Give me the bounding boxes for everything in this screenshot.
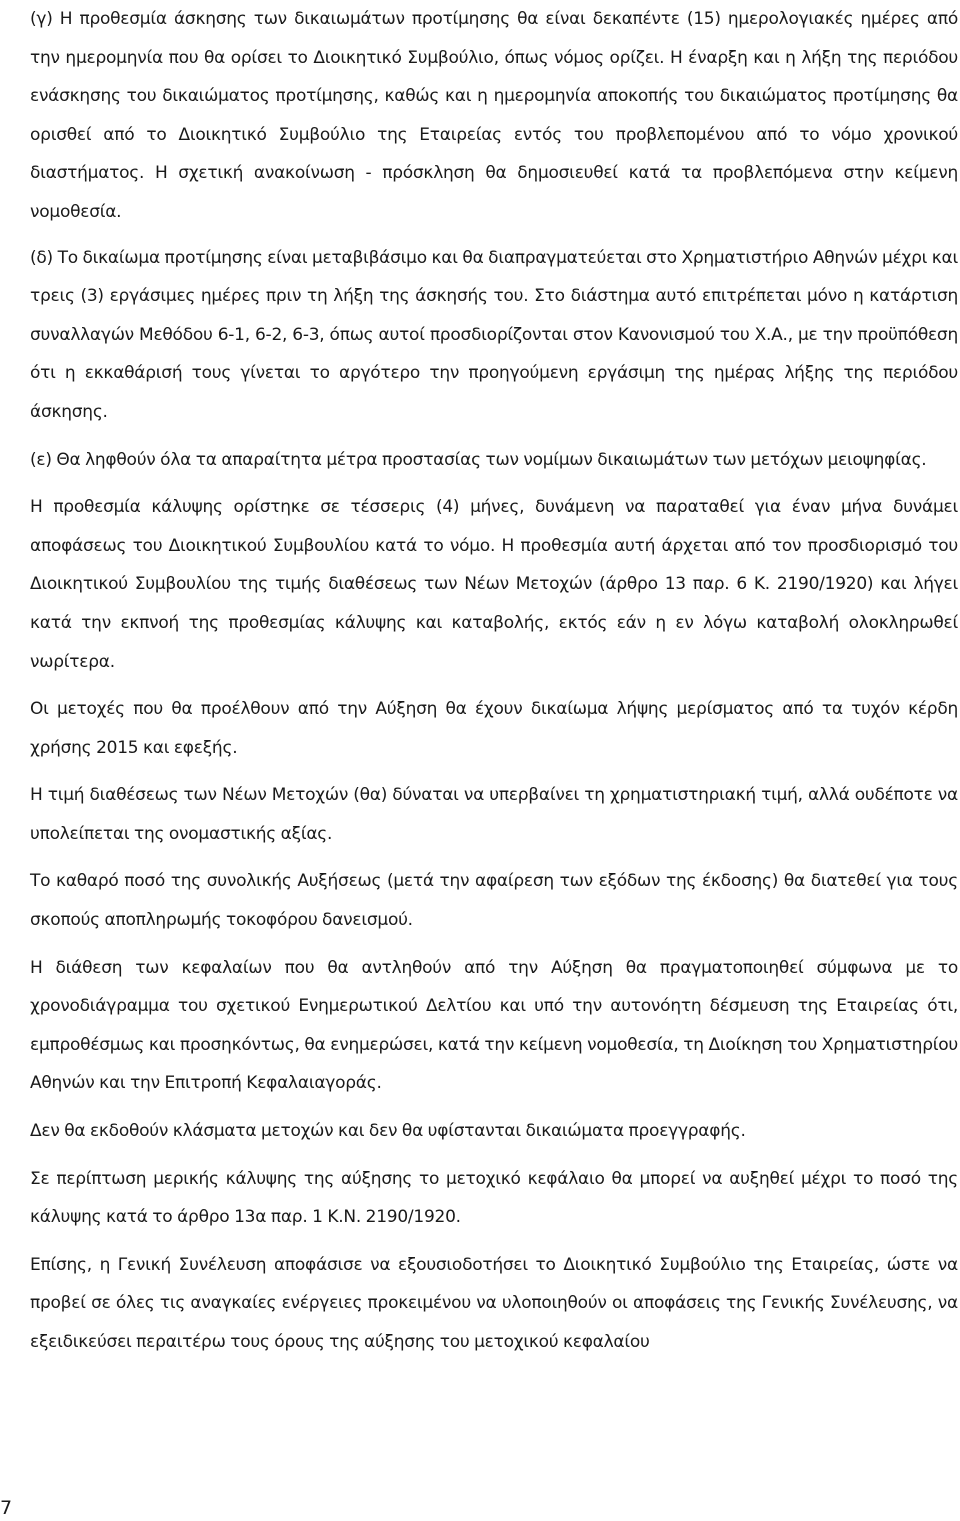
paragraph-partial-coverage: Σε περίπτωση μερικής κάλυψης της αύξησης το μετοχικό κεφάλαιο θα μπορεί να αυξηθεί μέχρι το ποσό της κάλυψης κατά το άρθρο 13α παρ. 1 Κ.Ν. 2190/1920. [30, 1168, 958, 1228]
paragraph-net-proceeds: Το καθαρό ποσό της συνολικής Αυξήσεως (μετά την αφαίρεση των εξόδων της έκδοσης) θα διατεθεί για τους σκοπούς αποπληρωμής τοκοφόρου δανεισμού. [30, 871, 958, 931]
paragraph-gamma-exercise-period: (γ) Η προθεσμία άσκησης των δικαιωμάτων προτίμησης θα είναι δεκαπέντε (15) ημερολογιακές ημέρες από την ημερομηνία που θα ορίσει το Διοικητικό Συμβούλιο, όπως νόμος ορίζει. Η έναρξη και η λήξη της περιόδου ενάσκησης του δικαιώματος προτίμησης, καθώς και η ημερομηνία αποκοπής του δικαιώματος προτίμησης θα ορισθεί από το Διοικητικό Συμβούλιο της Εταιρείας εντός του προβλεπομένου από το νόμο χρονικού διαστήματος. Η σχετική ανακοίνωση - πρόσκληση θα δημοσιευθεί κατά τα προβλεπόμενα στην κείμενη νομοθεσία. [30, 9, 958, 222]
paragraph-coverage-deadline: Η προθεσμία κάλυψης ορίστηκε σε τέσσερις (4) μήνες, δυνάμενη να παραταθεί για έναν μήνα δυνάμει αποφάσεως του Διοικητικού Συμβουλίου κατά το νόμο. Η προθεσμία αυτή άρχεται από τον προσδιορισμό του Διοικητικού Συμβουλίου της τιμής διαθέσεως των Νέων Μετοχών (άρθρο 13 παρ. 6 Κ. 2190/1920) και λήγει κατά την εκπνοή της προθεσμίας κάλυψης και καταβολής, εκτός εάν η εν λόγω καταβολή ολοκληρωθεί νωρίτερα. [30, 497, 958, 672]
paragraph-epsilon-minority-protection: (ε) Θα ληφθούν όλα τα απαραίτητα μέτρα προστασίας των νομίμων δικαιωμάτων των μετόχων μειοψηφίας. [30, 449, 927, 470]
document-page [30, 0, 958, 1362]
paragraph-no-fractions: Δεν θα εκδοθούν κλάσματα μετοχών και δεν θα υφίστανται δικαιώματα προεγγραφής. [30, 1121, 746, 1142]
paragraph-offer-price: Η τιμή διαθέσεως των Νέων Μετοχών (θα) δύναται να υπερβαίνει τη χρηματιστηριακή τιμή, αλλά ουδέποτε να υπολείπεται της ονομαστικής αξίας. [30, 785, 958, 844]
paragraph-board-authorization: Επίσης, η Γενική Συνέλευση αποφάσισε να εξουσιοδοτήσει το Διοικητικό Συμβούλιο της Εταιρείας, ώστε να προβεί σε όλες τις αναγκαίες ενέργειες προκειμένου να υλοποιηθούν οι αποφάσεις της Γενικής Συνέλευσης, να εξειδικεύσει περαιτέρω τους όρους της αύξησης του μετοχικού κεφαλαίου [30, 1254, 958, 1352]
paragraph-use-of-funds: Η διάθεση των κεφαλαίων που θα αντληθούν από την Αύξηση θα πραγματοποιηθεί σύμφωνα με το χρονοδιάγραμμα του σχετικού Ενημερωτικού Δελτίου και υπό την αυτονόητη δέσμευση της Εταιρείας ότι, εμπροθέσμως και προσηκόντως, θα ενημερώσει, κατά την κείμενη νομοθεσία, τη Διοίκηση του Χρηματιστηρίου Αθηνών και την Επιτροπή Κεφαλαιαγοράς. [30, 957, 958, 1094]
paragraph-dividend-rights: Οι μετοχές που θα προέλθουν από την Αύξηση θα έχουν δικαίωμα λήψης μερίσματος από τα τυχόν κέρδη χρήσης 2015 και εφεξής. [30, 699, 958, 758]
paragraph-delta-transferability: (δ) Το δικαίωμα προτίμησης είναι μεταβιβάσιμο και θα διαπραγματεύεται στο Χρηματιστήριο Αθηνών μέχρι και τρεις (3) εργάσιμες ημέρες πριν τη λήξη της άσκησής του. Στο διάστημα αυτό επιτρέπεται μόνο η κατάρτιση συναλλαγών Μεθόδου 6-1, 6-2, 6-3, όπως αυτοί προσδιορίζονται στον Κανονισμού του Χ.Α., με την προϋπόθεση ότι η εκκαθάρισή τους γίνεται το αργότερο την προηγούμενη εργάσιμη της ημέρας λήξης της περιόδου άσκησης. [30, 247, 958, 422]
page-number: 7 [0, 1497, 13, 1519]
